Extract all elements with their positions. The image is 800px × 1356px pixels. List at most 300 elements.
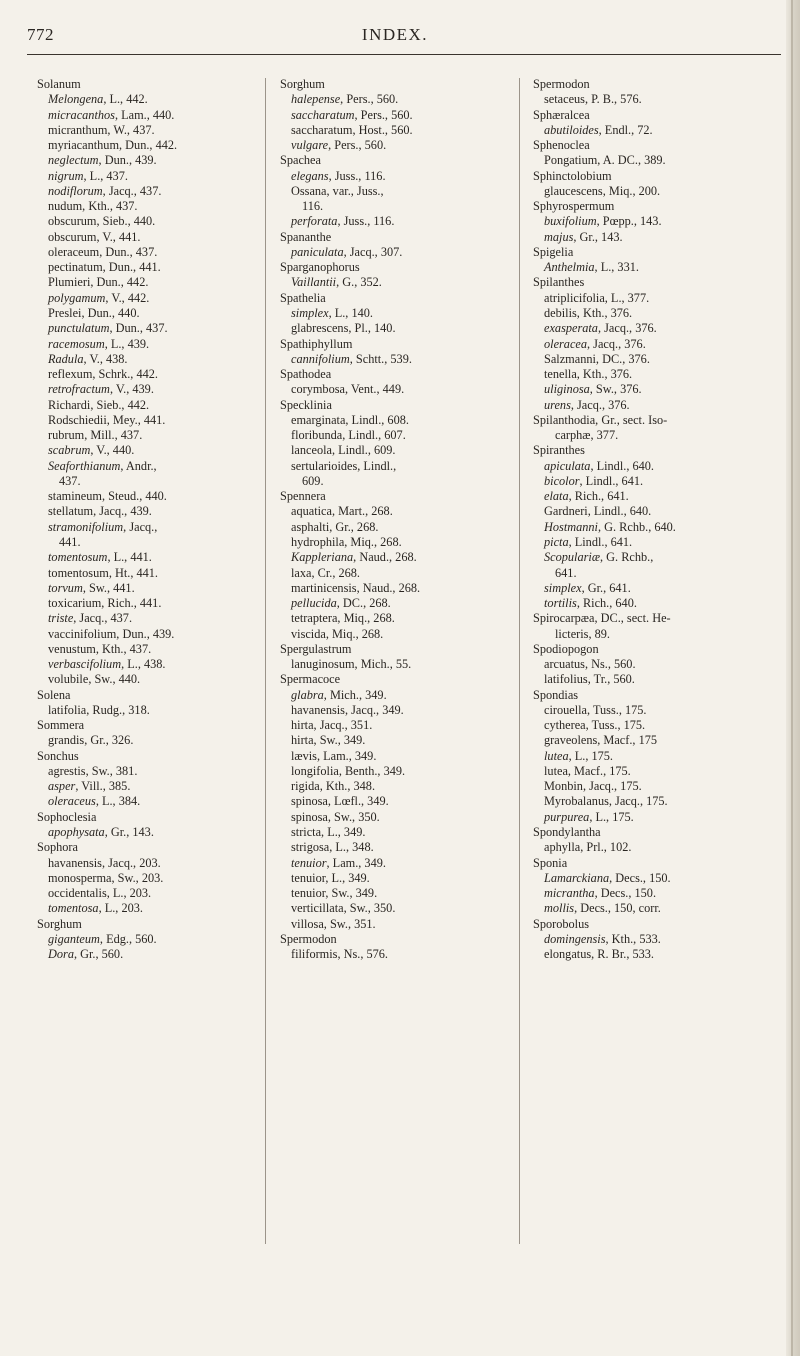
entry-name: Dora	[48, 947, 74, 962]
entry-reference: , Sw., 440.	[88, 672, 141, 687]
species-entry	[37, 367, 252, 382]
species-entry	[533, 306, 773, 321]
entry-name: toxicarium	[48, 596, 102, 611]
entry-reference: , Dun., 439.	[116, 626, 175, 641]
entry-reference: , Miq., 268.	[344, 534, 402, 549]
species-entry	[37, 901, 252, 916]
entry-reference: , Lam., 440.	[114, 107, 175, 122]
species-entry	[533, 871, 773, 886]
species-entry	[37, 581, 252, 596]
entry-name: obscurum	[48, 229, 97, 244]
entry-name: paniculata	[291, 244, 344, 259]
entry-name: abutiloides	[544, 122, 599, 137]
species-entry	[533, 459, 773, 474]
entry-name: nudum	[48, 199, 83, 214]
entry-name: venustum	[48, 641, 96, 656]
entry-name: Spachea	[280, 153, 321, 168]
entry-name: carphæ, 377.	[555, 428, 619, 443]
entry-name: exasperata	[544, 321, 598, 336]
species-entry	[533, 779, 773, 794]
species-entry	[37, 764, 252, 779]
species-entry	[280, 108, 510, 123]
entry-name: floribunda	[291, 428, 343, 443]
genus-entry	[280, 153, 510, 168]
entry-name: pellucida	[291, 596, 337, 611]
entry-name: saccharatum	[291, 122, 353, 137]
species-entry	[280, 138, 510, 153]
entry-reference: , L., 377.	[604, 290, 650, 305]
entry-name: graveolens	[544, 733, 598, 748]
entry-reference: , L., 348.	[329, 840, 374, 855]
entry-name: lutea	[544, 748, 569, 763]
species-entry	[37, 733, 252, 748]
species-entry	[37, 184, 252, 199]
entry-name: licteris, 89.	[555, 626, 610, 641]
entry-reference: , Macf., 175.	[567, 763, 631, 778]
entry-reference: , Jacq., 439.	[93, 504, 152, 519]
entry-name: tenuior	[291, 855, 327, 870]
entry-reference: , Jacq., 203.	[101, 855, 161, 870]
entry-reference: , Rich., 441.	[101, 596, 162, 611]
species-entry	[37, 596, 252, 611]
species-entry	[37, 520, 252, 535]
entry-reference: , Gr., sect. Iso-	[595, 412, 668, 427]
entry-name: saccharatum	[291, 107, 355, 122]
species-entry	[280, 703, 510, 718]
entry-name: spinosa	[291, 809, 328, 824]
genus-entry	[37, 718, 252, 733]
species-entry	[280, 596, 510, 611]
entry-name: neglectum	[48, 153, 99, 168]
entry-name: longifolia	[291, 763, 339, 778]
entry-reference: , Decs., 150, corr.	[574, 901, 661, 916]
species-entry	[37, 138, 252, 153]
entry-name: lævis	[291, 748, 317, 763]
species-entry	[533, 794, 773, 809]
entry-reference: , Jacq., 175.	[608, 794, 668, 809]
entry-name: martinicensis	[291, 580, 357, 595]
entry-name: Plumieri	[48, 275, 91, 290]
entry-name: aphylla	[544, 840, 581, 855]
species-entry	[280, 764, 510, 779]
entry-name: Radula	[48, 351, 84, 366]
entry-reference: , V., 441.	[96, 229, 141, 244]
entry-continuation	[37, 535, 252, 550]
entry-name: Spennera	[280, 489, 326, 504]
genus-entry	[280, 337, 510, 352]
species-entry	[280, 581, 510, 596]
species-entry	[37, 443, 252, 458]
species-entry	[533, 291, 773, 306]
entry-name: polygamum	[48, 290, 106, 305]
entry-name: debilis	[544, 305, 577, 320]
entry-reference: , Lindl., 607.	[342, 428, 406, 443]
entry-reference: , G., 352.	[336, 275, 382, 290]
genus-entry	[37, 840, 252, 855]
genus-entry	[533, 245, 773, 260]
species-entry	[533, 535, 773, 550]
species-entry	[37, 275, 252, 290]
page-number: 772	[27, 25, 54, 44]
entry-reference: , Miq., 200.	[602, 183, 661, 198]
species-entry	[37, 428, 252, 443]
species-entry	[533, 489, 773, 504]
entry-name: tomentosum	[48, 550, 108, 565]
entry-reference: , Lindl.,	[357, 458, 397, 473]
entry-name: Spathelia	[280, 290, 326, 305]
entry-name: Spermacoce	[280, 672, 341, 687]
entry-name: Sommera	[37, 718, 85, 733]
entry-name: stricta	[291, 825, 322, 840]
species-entry	[533, 352, 773, 367]
genus-entry	[533, 169, 773, 184]
entry-name: stamineum	[48, 489, 102, 504]
entry-reference: , L., 349.	[321, 825, 366, 840]
entry-reference: , Dun., 442.	[90, 275, 149, 290]
entry-reference: , R. Br., 533.	[591, 947, 654, 962]
species-entry	[533, 123, 773, 138]
entry-name: 116.	[302, 199, 324, 214]
species-entry	[37, 794, 252, 809]
entry-reference: , G. Rchb.,	[600, 550, 654, 565]
entry-continuation	[533, 428, 773, 443]
entry-reference: , Andr.,	[120, 458, 157, 473]
entry-name: Kappleriana	[291, 550, 354, 565]
entry-name: Preslei	[48, 305, 82, 320]
entry-reference: , Endl., 72.	[598, 122, 653, 137]
species-entry	[37, 153, 252, 168]
entry-name: Scopulariæ	[544, 550, 601, 565]
entry-reference: , L., 175.	[568, 748, 613, 763]
entry-name: Salzmanni	[544, 351, 596, 366]
entry-reference: , Mart., 268.	[331, 504, 393, 519]
entry-name: elata	[544, 489, 569, 504]
entry-reference: , Sw., 381.	[85, 763, 138, 778]
entry-name: asphalti	[291, 519, 330, 534]
entry-name: hydrophila	[291, 534, 345, 549]
entry-continuation	[533, 566, 773, 581]
entry-reference: , Gr., 326.	[84, 733, 134, 748]
entry-reference: , Rich., 640.	[576, 596, 637, 611]
entry-reference: , Jacq.,	[123, 519, 158, 534]
entry-name: hirta	[291, 718, 314, 733]
entry-name: scabrum	[48, 443, 91, 458]
species-entry	[37, 398, 252, 413]
species-entry	[37, 199, 252, 214]
entry-reference: , Sw., 441.	[82, 580, 135, 595]
genus-entry	[280, 932, 510, 947]
entry-name: domingensis	[544, 931, 606, 946]
genus-entry	[280, 260, 510, 275]
entry-reference: , Jacq., 376.	[597, 321, 657, 336]
species-entry	[280, 871, 510, 886]
species-entry	[533, 214, 773, 229]
entry-reference: , L., 349.	[325, 870, 370, 885]
entry-name: Sorghum	[280, 77, 325, 91]
entry-name: glabrescens	[291, 321, 349, 336]
species-entry	[280, 169, 510, 184]
entry-name: stramonifolium	[48, 519, 124, 534]
species-entry	[533, 703, 773, 718]
entry-reference: , DC., 268.	[336, 596, 391, 611]
entry-name: Sorghum	[37, 916, 82, 931]
entry-reference: , Edg., 560.	[99, 931, 157, 946]
species-entry	[533, 596, 773, 611]
entry-reference: , Sw., 376.	[589, 382, 642, 397]
species-entry	[280, 520, 510, 535]
entry-continuation	[280, 199, 510, 214]
entry-name: mollis	[544, 901, 575, 916]
species-entry	[37, 306, 252, 321]
entry-reference: , Schrk., 442.	[92, 367, 158, 382]
species-entry	[37, 932, 252, 947]
entry-reference: , Vent., 449.	[344, 382, 405, 397]
genus-entry	[533, 108, 773, 123]
index-column-2	[280, 77, 510, 962]
entry-name: Hostmanni	[544, 519, 598, 534]
entry-reference: , Tr., 560.	[587, 672, 635, 687]
species-entry	[533, 184, 773, 199]
entry-reference: , Sieb., 440.	[96, 214, 156, 229]
entry-name: Sporobolus	[533, 916, 590, 931]
entry-reference: , Cr., 268.	[311, 565, 360, 580]
entry-name: Spiranthes	[533, 443, 585, 458]
entry-name: oleraceum	[48, 244, 100, 259]
entry-name: reflexum	[48, 367, 93, 382]
species-entry	[533, 520, 773, 535]
entry-name: perforata	[291, 214, 338, 229]
species-entry	[533, 840, 773, 855]
entry-name: Specklinia	[280, 397, 332, 412]
species-entry	[280, 245, 510, 260]
species-entry	[280, 550, 510, 565]
entry-reference: , Gr., 641.	[581, 580, 631, 595]
species-entry	[280, 718, 510, 733]
species-entry	[37, 627, 252, 642]
species-entry	[37, 291, 252, 306]
entry-name: Spananthe	[280, 229, 332, 244]
genus-entry	[533, 917, 773, 932]
entry-name: triste	[48, 611, 74, 626]
species-entry	[37, 825, 252, 840]
species-entry	[37, 856, 252, 871]
entry-continuation	[533, 627, 773, 642]
entry-name: tortilis	[544, 596, 577, 611]
entry-reference: , V., 442.	[105, 290, 150, 305]
species-entry	[533, 92, 773, 107]
entry-name: Solena	[37, 687, 71, 702]
entry-name: oleraceus	[48, 794, 96, 809]
species-entry	[280, 901, 510, 916]
entry-reference: , Sw., 351.	[323, 916, 376, 931]
entry-name: Richardi	[48, 397, 91, 412]
entry-name: hirta	[291, 733, 314, 748]
species-entry	[533, 550, 773, 565]
entry-name: Anthelmia	[544, 260, 595, 275]
species-entry	[280, 627, 510, 642]
entry-reference: , Juss., 116.	[337, 214, 395, 229]
entry-reference: , Lœfl., 349.	[327, 794, 389, 809]
entry-name: cytherea	[544, 718, 586, 733]
entry-reference: , Pers., 560.	[340, 92, 399, 107]
entry-name: micrantha	[544, 886, 595, 901]
genus-entry	[533, 275, 773, 290]
entry-name: occidentalis	[48, 886, 107, 901]
entry-name: tomentosum	[48, 565, 109, 580]
index-column-1	[37, 77, 252, 962]
entry-name: Seaforthianum	[48, 458, 121, 473]
entry-name: punctulatum	[48, 321, 110, 336]
entry-reference: , Kth., 376.	[576, 305, 633, 320]
genus-entry	[280, 489, 510, 504]
species-entry	[280, 306, 510, 321]
entry-reference: , Lam., 349.	[316, 748, 377, 763]
entry-reference: , var., Juss.,	[326, 183, 384, 198]
entry-reference: , Miq., 268.	[325, 626, 384, 641]
entry-reference: , V., 439.	[109, 382, 154, 397]
entry-name: Melongena	[48, 92, 104, 107]
genus-entry	[533, 856, 773, 871]
species-entry	[37, 672, 252, 687]
species-entry	[533, 810, 773, 825]
entry-reference: , Ht., 441.	[108, 565, 159, 580]
entry-reference: , Sw., 349.	[325, 886, 378, 901]
entry-reference: , Jacq., 376.	[587, 336, 646, 351]
entry-name: sertularioides	[291, 458, 358, 473]
entry-name: latifolius	[544, 672, 588, 687]
species-entry	[280, 352, 510, 367]
entry-reference: , Macf., 175	[597, 733, 658, 748]
species-entry	[37, 504, 252, 519]
entry-reference: , L., 140.	[328, 305, 373, 320]
entry-name: Spodiopogon	[533, 641, 599, 656]
entry-reference: , Mich., 349.	[323, 687, 387, 702]
entry-reference: , Pers., 560.	[354, 107, 413, 122]
entry-name: tenuior	[291, 886, 326, 901]
species-entry	[280, 840, 510, 855]
entry-name: Spergulastrum	[280, 641, 352, 656]
entry-name: Spilanthes	[533, 275, 585, 290]
entry-name: buxifolium	[544, 214, 597, 229]
entry-reference: , Lindl., 608.	[345, 412, 409, 427]
entry-reference: , L., 331.	[594, 260, 639, 275]
entry-name: arcuatus	[544, 657, 585, 672]
entry-name: simplex	[291, 305, 329, 320]
entry-name: rigida	[291, 779, 320, 794]
entry-name: lanuginosum	[291, 657, 355, 672]
species-entry	[37, 703, 252, 718]
entry-reference: , Naud., 268.	[353, 550, 417, 565]
entry-reference: , L., 438.	[121, 657, 166, 672]
entry-name: Spermodon	[280, 931, 337, 946]
entry-name: Spondylantha	[533, 825, 601, 840]
page-edge	[786, 0, 800, 1356]
entry-reference: , Decs., 150.	[594, 886, 657, 901]
entry-name: latifolia	[48, 702, 87, 717]
entry-reference: , L., 439.	[104, 336, 150, 351]
entry-name: elegans	[291, 168, 329, 183]
entry-name: bicolor	[544, 473, 580, 488]
entry-reference: , Lindl., 609.	[331, 443, 396, 458]
entry-reference: , DC., 376.	[595, 351, 650, 366]
entry-reference: , V., 440.	[90, 443, 135, 458]
entry-reference: , Gr., 143.	[104, 825, 154, 840]
column-divider	[265, 78, 266, 1244]
entry-reference: , Mich., 55.	[354, 657, 412, 672]
entry-reference: , Pers., 560.	[328, 138, 387, 153]
species-entry	[533, 901, 773, 916]
species-entry	[533, 504, 773, 519]
entry-reference: , Rudg., 318.	[86, 702, 150, 717]
genus-entry	[280, 291, 510, 306]
entry-name: atriplicifolia	[544, 290, 605, 305]
entry-name: apiculata	[544, 458, 591, 473]
entry-name: viscida	[291, 626, 326, 641]
entry-name: vaccinifolium	[48, 626, 117, 641]
genus-entry	[533, 413, 773, 428]
entry-reference: , Pœpp., 143.	[596, 214, 662, 229]
entry-name: Sphinctolobium	[533, 168, 612, 183]
entry-reference: , L., 442.	[103, 92, 148, 107]
entry-name: Spathodea	[280, 367, 332, 382]
entry-name: 641.	[555, 565, 577, 580]
species-entry	[280, 688, 510, 703]
entry-name: Spathiphyllum	[280, 336, 353, 351]
entry-name: tetraptera	[291, 611, 338, 626]
entry-name: Sphæralcea	[533, 107, 590, 122]
species-entry	[280, 214, 510, 229]
entry-name: rubrum	[48, 428, 85, 443]
entry-reference: , Rich., 641.	[568, 489, 629, 504]
entry-name: picta	[544, 534, 569, 549]
entry-name: setaceus	[544, 92, 585, 107]
entry-reference: , Lindl., 641.	[579, 473, 644, 488]
page-header	[0, 25, 790, 55]
genus-entry	[533, 199, 773, 214]
entry-reference: , Sw., 350.	[343, 901, 396, 916]
genus-entry	[533, 825, 773, 840]
entry-name: urens	[544, 397, 571, 412]
species-entry	[533, 321, 773, 336]
entry-name: elongatus	[544, 947, 592, 962]
genus-entry	[37, 917, 252, 932]
species-entry	[280, 917, 510, 932]
species-entry	[37, 611, 252, 626]
entry-name: Solanum	[37, 77, 81, 91]
species-entry	[533, 260, 773, 275]
species-entry	[280, 856, 510, 871]
entry-name: grandis	[48, 733, 85, 748]
species-entry	[37, 92, 252, 107]
entry-reference: , Sw., 349.	[313, 733, 366, 748]
species-entry	[37, 337, 252, 352]
species-entry	[37, 169, 252, 184]
entry-name: monosperma	[48, 870, 112, 885]
entry-name: Rodschiedii	[48, 412, 107, 427]
genus-entry	[533, 443, 773, 458]
entry-name: glaucescens	[544, 183, 603, 198]
entry-reference: , V., 438.	[83, 351, 128, 366]
entry-reference: , Mill., 437.	[84, 428, 143, 443]
entry-name: Spermodon	[533, 77, 590, 91]
entry-reference: , Lindl., 640.	[587, 504, 652, 519]
entry-name: Sphenoclea	[533, 138, 590, 153]
entry-reference: , Gr., 143.	[573, 229, 623, 244]
entry-name: stellatum	[48, 504, 94, 519]
species-entry	[280, 459, 510, 474]
entry-reference: , G. Rchb., 640.	[597, 519, 676, 534]
entry-name: giganteum	[48, 931, 100, 946]
